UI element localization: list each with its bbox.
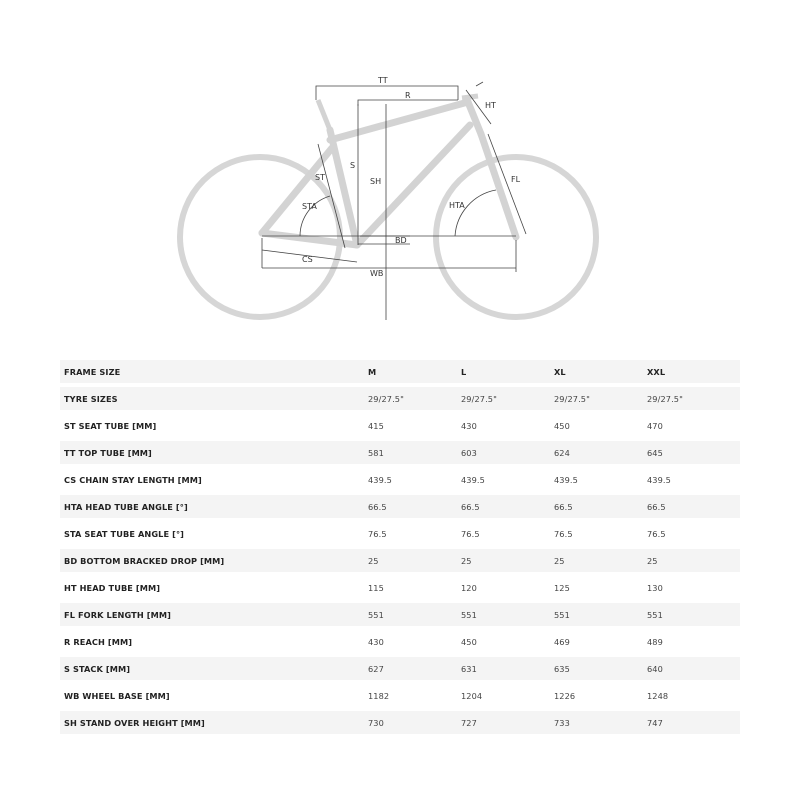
- st-label: ST: [315, 173, 325, 182]
- value-cell: 1226: [554, 690, 576, 701]
- ht-label: HT: [485, 101, 496, 110]
- value-cell: 645: [647, 447, 663, 458]
- bd-label: BD: [395, 236, 407, 245]
- value-cell: 120: [461, 582, 477, 593]
- value-cell: 470: [647, 420, 663, 431]
- size-header-cell: XXL: [647, 366, 666, 377]
- value-cell: 430: [368, 636, 384, 647]
- value-cell: 439.5: [461, 474, 485, 485]
- tt-label: TT: [378, 76, 388, 85]
- value-cell: 551: [461, 609, 477, 620]
- r-label: R: [405, 91, 411, 100]
- value-cell: 551: [647, 609, 663, 620]
- value-cell: 66.5: [647, 501, 666, 512]
- table-row: [60, 657, 740, 680]
- table-row: [60, 468, 740, 491]
- row-label: TYRE SIZES: [64, 393, 118, 404]
- value-cell: 581: [368, 447, 384, 458]
- sh-label: SH: [370, 177, 382, 186]
- cs-label: CS: [302, 255, 313, 264]
- value-cell: 640: [647, 663, 663, 674]
- table-row: [60, 414, 740, 437]
- value-cell: 29/27.5": [554, 393, 590, 404]
- table-row: [60, 630, 740, 653]
- value-cell: 115: [368, 582, 384, 593]
- table-row: [60, 549, 740, 572]
- row-label: R REACH [MM]: [64, 636, 133, 647]
- table-row: [60, 522, 740, 545]
- table-row: [60, 576, 740, 599]
- row-label: ST SEAT TUBE [MM]: [64, 420, 157, 431]
- value-cell: 1204: [461, 690, 483, 701]
- row-label: WB WHEEL BASE [MM]: [64, 690, 170, 701]
- wb-label: WB: [370, 269, 384, 278]
- row-label: BD BOTTOM BRACKED DROP [MM]: [64, 555, 225, 566]
- row-label: STA SEAT TUBE ANGLE [°]: [64, 528, 185, 539]
- table-row: [60, 387, 740, 410]
- value-cell: 733: [554, 717, 570, 728]
- value-cell: 76.5: [647, 528, 666, 539]
- table-header-row: [60, 360, 740, 383]
- seatpost: [318, 100, 330, 130]
- size-header-cell: XL: [554, 366, 566, 377]
- value-cell: 76.5: [368, 528, 387, 539]
- value-cell: 551: [368, 609, 384, 620]
- hta-label: HTA: [449, 201, 465, 210]
- value-cell: 66.5: [554, 501, 573, 512]
- value-cell: 730: [368, 717, 384, 728]
- bike-geometry-diagram: [0, 0, 800, 340]
- value-cell: 450: [554, 420, 570, 431]
- value-cell: 450: [461, 636, 477, 647]
- value-cell: 439.5: [647, 474, 671, 485]
- row-label: S STACK [MM]: [64, 663, 131, 674]
- table-row: [60, 495, 740, 518]
- value-cell: 551: [554, 609, 570, 620]
- fl-label: FL: [511, 175, 521, 184]
- value-cell: 439.5: [554, 474, 578, 485]
- value-cell: 1248: [647, 690, 669, 701]
- value-cell: 627: [368, 663, 384, 674]
- value-cell: 603: [461, 447, 477, 458]
- table-row: [60, 711, 740, 734]
- value-cell: 439.5: [368, 474, 392, 485]
- value-cell: 66.5: [368, 501, 387, 512]
- geometry-table: [60, 360, 740, 738]
- stem: [462, 96, 478, 98]
- value-cell: 66.5: [461, 501, 480, 512]
- size-header-cell: M: [368, 366, 377, 377]
- value-cell: 29/27.5": [647, 393, 683, 404]
- value-cell: 624: [554, 447, 570, 458]
- size-header-cell: L: [461, 366, 467, 377]
- value-cell: 25: [368, 555, 379, 566]
- s-label: S: [350, 161, 356, 170]
- value-cell: 76.5: [554, 528, 573, 539]
- table-row: [60, 603, 740, 626]
- row-label: HTA HEAD TUBE ANGLE [°]: [64, 501, 188, 512]
- row-label: CS CHAIN STAY LENGTH [MM]: [64, 474, 202, 485]
- value-cell: 430: [461, 420, 477, 431]
- value-cell: 25: [554, 555, 565, 566]
- row-label: TT TOP TUBE [MM]: [64, 447, 152, 458]
- row-label: FL FORK LENGTH [MM]: [64, 609, 171, 620]
- value-cell: 1182: [368, 690, 390, 701]
- value-cell: 29/27.5": [461, 393, 497, 404]
- value-cell: 125: [554, 582, 570, 593]
- sta-label: STA: [302, 202, 317, 211]
- value-cell: 727: [461, 717, 477, 728]
- value-cell: 130: [647, 582, 663, 593]
- value-cell: 29/27.5": [368, 393, 404, 404]
- frame-size-header: FRAME SIZE: [64, 366, 121, 377]
- value-cell: 469: [554, 636, 570, 647]
- value-cell: 76.5: [461, 528, 480, 539]
- value-cell: 631: [461, 663, 477, 674]
- value-cell: 415: [368, 420, 384, 431]
- value-cell: 747: [647, 717, 663, 728]
- value-cell: 25: [647, 555, 658, 566]
- bike-frame: [262, 102, 516, 245]
- row-label: SH STAND OVER HEIGHT [MM]: [64, 717, 205, 728]
- table-row: [60, 684, 740, 707]
- value-cell: 489: [647, 636, 663, 647]
- row-label: HT HEAD TUBE [MM]: [64, 582, 161, 593]
- value-cell: 635: [554, 663, 570, 674]
- value-cell: 25: [461, 555, 472, 566]
- table-row: [60, 441, 740, 464]
